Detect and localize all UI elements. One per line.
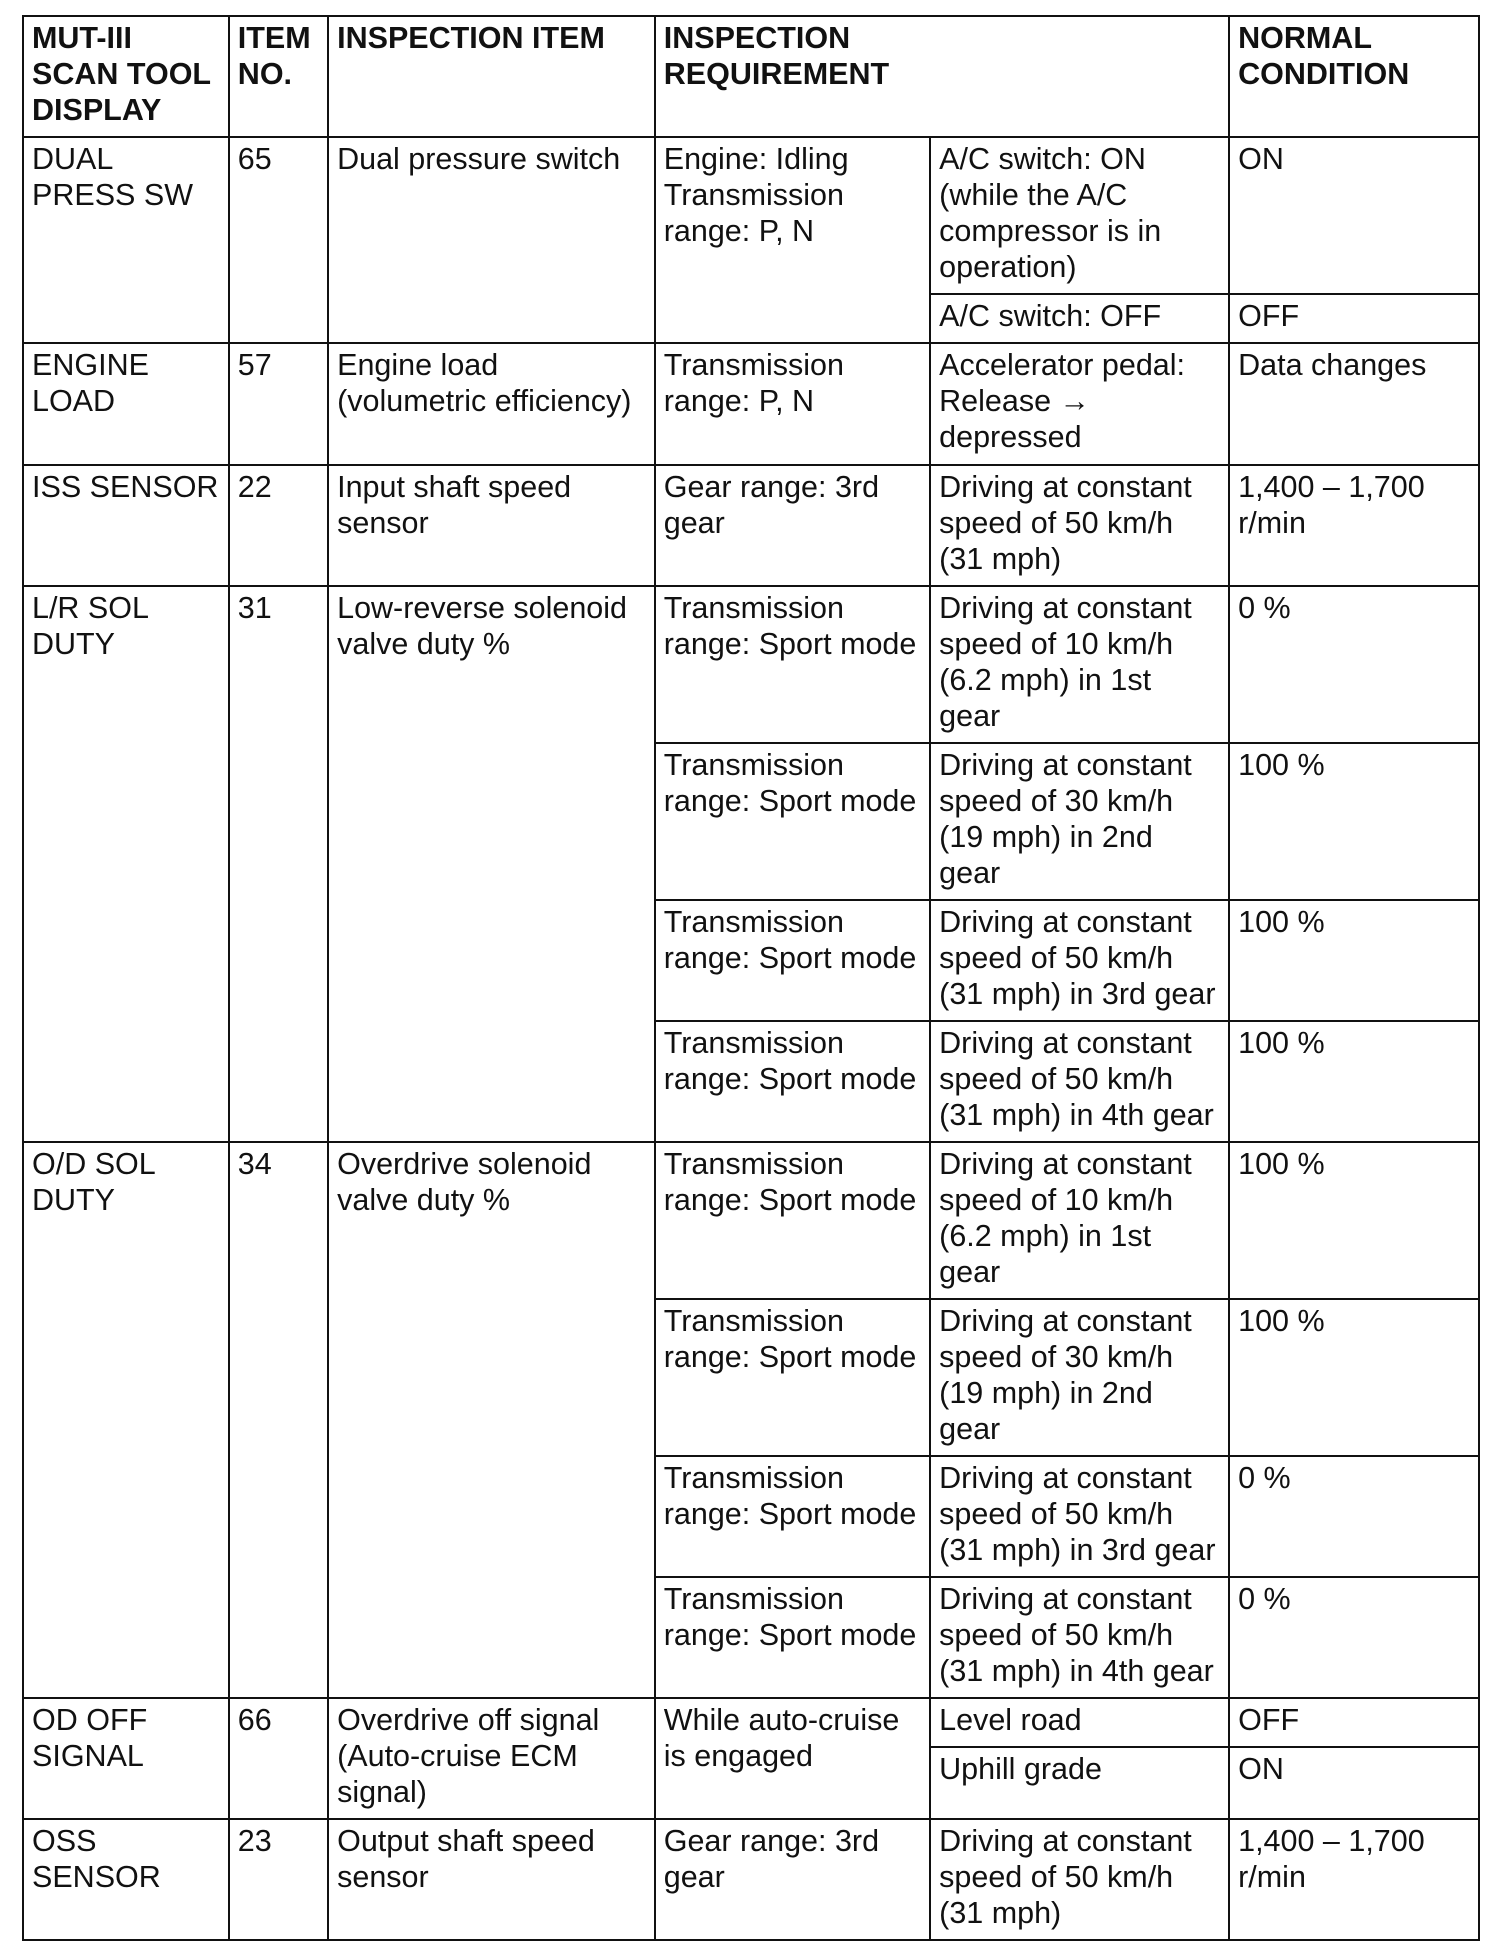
condition-cell: Driving at constant speed of 30 km/h (19 mph) in 2nd gear bbox=[930, 1299, 1229, 1456]
normal-cell: OFF bbox=[1229, 294, 1479, 343]
item-no-cell: 66 bbox=[229, 1698, 328, 1819]
display-cell: O/D SOL DUTY bbox=[23, 1142, 229, 1698]
inspection-table-page bbox=[22, 15, 1480, 1941]
item-no-cell: 23 bbox=[229, 1819, 328, 1940]
condition-cell: Driving at constant speed of 50 km/h (31 mph) bbox=[930, 1819, 1229, 1940]
condition-cell: Driving at constant speed of 50 km/h (31 mph) in 4th gear bbox=[930, 1021, 1229, 1142]
requirement-cell: Gear range: 3rd gear bbox=[655, 1819, 930, 1940]
requirement-cell: While auto-cruise is engaged bbox=[655, 1698, 930, 1819]
inspection-item-cell: Low-reverse solenoid valve duty % bbox=[328, 586, 655, 1142]
normal-cell: 1,400 – 1,700 r/min bbox=[1229, 465, 1479, 586]
condition-cell: A/C switch: OFF bbox=[930, 294, 1229, 343]
requirement-cell: Engine: Idling Transmission range: P, N bbox=[655, 137, 930, 343]
condition-cell: Accelerator pedal: Release → depressed bbox=[930, 343, 1229, 465]
normal-cell: 100 % bbox=[1229, 1142, 1479, 1299]
normal-cell: ON bbox=[1229, 137, 1479, 294]
requirement-cell: Transmission range: Sport mode bbox=[655, 1142, 930, 1299]
header-row bbox=[23, 16, 1479, 137]
inspection-item-cell: Dual pressure switch bbox=[328, 137, 655, 343]
normal-cell: 100 % bbox=[1229, 743, 1479, 900]
requirement-cell: Gear range: 3rd gear bbox=[655, 465, 930, 586]
requirement-cell: Transmission range: P, N bbox=[655, 343, 930, 465]
condition-cell: Driving at constant speed of 30 km/h (19 mph) in 2nd gear bbox=[930, 743, 1229, 900]
header-display: MUT-III SCAN TOOL DISPLAY bbox=[23, 16, 229, 137]
condition-cell: Driving at constant speed of 50 km/h (31 mph) bbox=[930, 465, 1229, 586]
normal-cell: Data changes bbox=[1229, 343, 1479, 465]
display-cell: DUAL PRESS SW bbox=[23, 137, 229, 343]
requirement-cell: Transmission range: Sport mode bbox=[655, 1577, 930, 1698]
normal-cell: 100 % bbox=[1229, 1021, 1479, 1142]
normal-cell: OFF bbox=[1229, 1698, 1479, 1747]
table-row bbox=[23, 465, 1479, 586]
normal-cell: ON bbox=[1229, 1747, 1479, 1819]
header-normal-condition: NORMAL CONDITION bbox=[1229, 16, 1479, 137]
normal-cell: 0 % bbox=[1229, 1577, 1479, 1698]
inspection-item-cell: Output shaft speed sensor bbox=[328, 1819, 655, 1940]
item-no-cell: 65 bbox=[229, 137, 328, 343]
header-inspection-requirement: INSPECTION REQUIREMENT bbox=[655, 16, 1229, 137]
header-item-no: ITEM NO. bbox=[229, 16, 328, 137]
inspection-item-cell: Input shaft speed sensor bbox=[328, 465, 655, 586]
display-cell: ISS SENSOR bbox=[23, 465, 229, 586]
inspection-item-cell: Overdrive off signal (Auto-cruise ECM signal) bbox=[328, 1698, 655, 1819]
item-no-cell: 22 bbox=[229, 465, 328, 586]
inspection-table bbox=[22, 15, 1480, 1941]
condition-cell: Driving at constant speed of 10 km/h (6.2 mph) in 1st gear bbox=[930, 586, 1229, 743]
condition-cell: Driving at constant speed of 50 km/h (31 mph) in 3rd gear bbox=[930, 1456, 1229, 1577]
normal-cell: 1,400 – 1,700 r/min bbox=[1229, 1819, 1479, 1940]
condition-cell: Driving at constant speed of 50 km/h (31 mph) in 3rd gear bbox=[930, 900, 1229, 1021]
condition-cell: Driving at constant speed of 50 km/h (31 mph) in 4th gear bbox=[930, 1577, 1229, 1698]
requirement-cell: Transmission range: Sport mode bbox=[655, 1021, 930, 1142]
item-no-cell: 57 bbox=[229, 343, 328, 465]
table-row bbox=[23, 1819, 1479, 1940]
display-cell: OD OFF SIGNAL bbox=[23, 1698, 229, 1819]
condition-cell: A/C switch: ON (while the A/C compressor is in operation) bbox=[930, 137, 1229, 294]
table-row bbox=[23, 137, 1479, 294]
condition-cell: Level road bbox=[930, 1698, 1229, 1747]
display-cell: ENGINE LOAD bbox=[23, 343, 229, 465]
item-no-cell: 31 bbox=[229, 586, 328, 1142]
item-no-cell: 34 bbox=[229, 1142, 328, 1698]
requirement-cell: Transmission range: Sport mode bbox=[655, 1456, 930, 1577]
table-row bbox=[23, 343, 1479, 465]
requirement-cell: Transmission range: Sport mode bbox=[655, 743, 930, 900]
display-cell: OSS SENSOR bbox=[23, 1819, 229, 1940]
table-row bbox=[23, 1698, 1479, 1747]
inspection-item-cell: Engine load (volumetric efficiency) bbox=[328, 343, 655, 465]
requirement-cell: Transmission range: Sport mode bbox=[655, 900, 930, 1021]
requirement-cell: Transmission range: Sport mode bbox=[655, 1299, 930, 1456]
normal-cell: 0 % bbox=[1229, 1456, 1479, 1577]
condition-cell: Driving at constant speed of 10 km/h (6.2 mph) in 1st gear bbox=[930, 1142, 1229, 1299]
normal-cell: 0 % bbox=[1229, 586, 1479, 743]
normal-cell: 100 % bbox=[1229, 1299, 1479, 1456]
table-row bbox=[23, 1142, 1479, 1299]
table-row bbox=[23, 586, 1479, 743]
requirement-cell: Transmission range: Sport mode bbox=[655, 586, 930, 743]
normal-cell: 100 % bbox=[1229, 900, 1479, 1021]
condition-cell: Uphill grade bbox=[930, 1747, 1229, 1819]
display-cell: L/R SOL DUTY bbox=[23, 586, 229, 1142]
inspection-item-cell: Overdrive solenoid valve duty % bbox=[328, 1142, 655, 1698]
header-inspection-item: INSPECTION ITEM bbox=[328, 16, 655, 137]
